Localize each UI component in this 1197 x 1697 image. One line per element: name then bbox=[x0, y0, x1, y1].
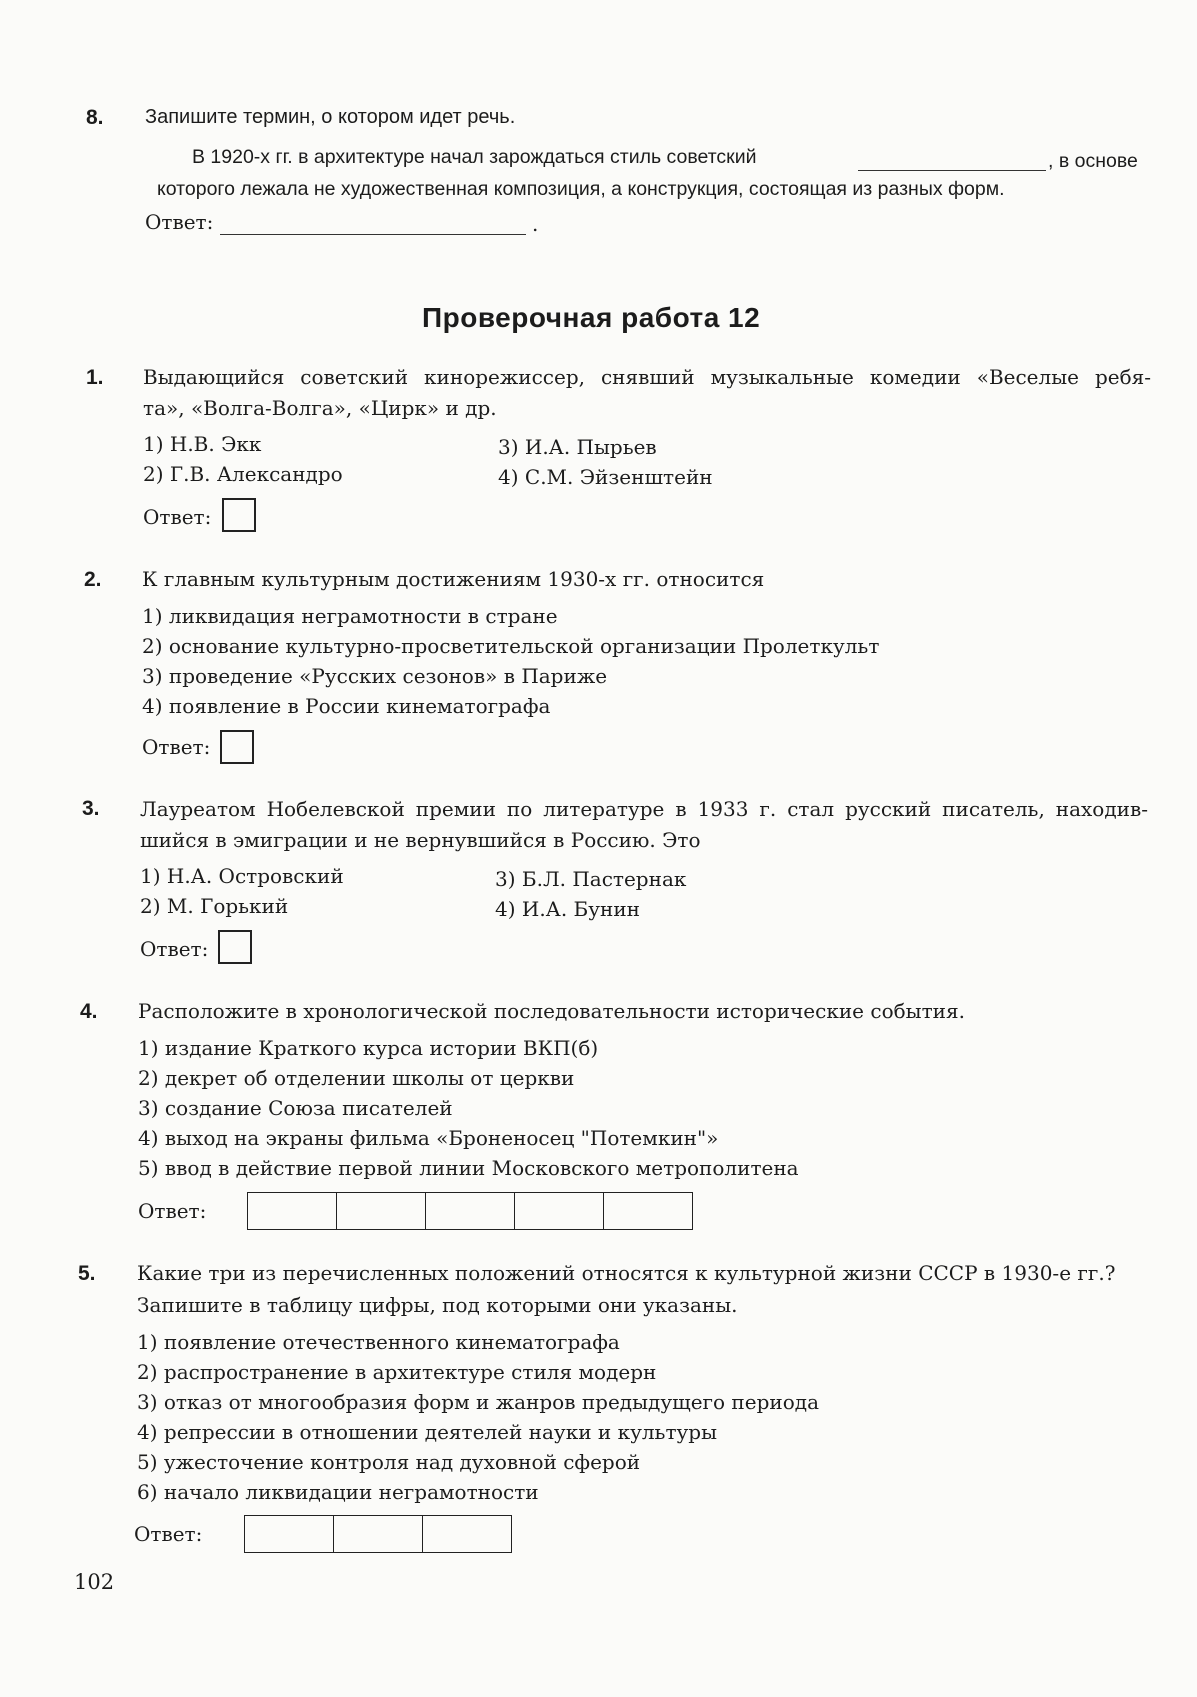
q3-line1 bbox=[140, 794, 1148, 825]
q4-option-4: 4) выход на экраны фильма «Броненосец "Потемкин"» bbox=[138, 1126, 719, 1150]
q8-number: 8. bbox=[86, 106, 104, 129]
q4-line1: Расположите в хронологической последовательности исторические события. bbox=[138, 999, 965, 1023]
q8-answer-label: Ответ: bbox=[145, 210, 214, 234]
q3-line1-text: Лауреатом Нобелевской премии по литературе в 1933 г. стал русский писатель, находив- bbox=[140, 797, 1148, 821]
q3-answer-label: Ответ: bbox=[140, 937, 209, 961]
q5-option-2: 2) распространение в архитектуре стиля модерн bbox=[137, 1360, 657, 1384]
q1-line1 bbox=[143, 362, 1151, 393]
q3-option-3: 3) Б.Л. Пастернак bbox=[495, 867, 687, 891]
q8-answer-end: . bbox=[532, 212, 539, 236]
q1-answer-label: Ответ: bbox=[143, 505, 212, 529]
q3-answer-box[interactable] bbox=[218, 930, 252, 964]
q2-option-3: 3) проведение «Русских сезонов» в Париже bbox=[142, 664, 608, 688]
q5-line1: Какие три из перечисленных положений относятся к культурной жизни СССР в 1930-е гг.? bbox=[137, 1261, 1116, 1285]
q8-inline-blank[interactable] bbox=[858, 170, 1046, 171]
q4-answer-cell[interactable] bbox=[426, 1193, 515, 1229]
q4-answer-cell[interactable] bbox=[248, 1193, 337, 1229]
q3-option-4: 4) И.А. Бунин bbox=[495, 897, 640, 921]
q1-option-2: 2) Г.В. Александро bbox=[143, 462, 343, 486]
q4-answer-cell[interactable] bbox=[604, 1193, 691, 1229]
q8-text-line2: которого лежала не художественная композиция, а конструкция, состоящая из разных форм. bbox=[157, 178, 1005, 200]
q2-option-4: 4) появление в России кинематографа bbox=[142, 694, 551, 718]
q2-number: 2. bbox=[84, 568, 102, 591]
q5-line2: Запишите в таблицу цифры, под которыми они указаны. bbox=[137, 1293, 738, 1317]
q4-answer-label: Ответ: bbox=[138, 1199, 207, 1223]
q2-option-1: 1) ликвидация неграмотности в стране bbox=[142, 604, 558, 628]
q1-line1-text: Выдающийся советский кинорежиссер, снявший музыкальные комедии «Веселые ребя- bbox=[143, 365, 1151, 389]
q4-answer-cell[interactable] bbox=[515, 1193, 604, 1229]
q5-answer-label: Ответ: bbox=[134, 1522, 203, 1546]
q5-answer-table bbox=[244, 1515, 512, 1553]
page-number: 102 bbox=[74, 1570, 115, 1594]
q8-prompt: Запишите термин, о котором идет речь. bbox=[145, 106, 516, 128]
q5-option-3: 3) отказ от многообразия форм и жанров предыдущего периода bbox=[137, 1390, 819, 1414]
q5-option-6: 6) начало ликвидации неграмотности bbox=[137, 1480, 539, 1504]
q5-option-1: 1) появление отечественного кинематографа bbox=[137, 1330, 620, 1354]
q4-option-1: 1) издание Краткого курса истории ВКП(б) bbox=[138, 1036, 599, 1060]
q4-option-3: 3) создание Союза писателей bbox=[138, 1096, 453, 1120]
q3-option-1: 1) Н.А. Островский bbox=[140, 864, 344, 888]
q5-option-5: 5) ужесточение контроля над духовной сферой bbox=[137, 1450, 641, 1474]
q1-option-4: 4) С.М. Эйзенштейн bbox=[498, 465, 713, 489]
q2-line1: К главным культурным достижениям 1930-х гг. относится bbox=[142, 567, 765, 591]
q1-option-1: 1) Н.В. Экк bbox=[143, 432, 262, 456]
q1-number: 1. bbox=[86, 366, 104, 389]
q3-option-2: 2) М. Горький bbox=[140, 894, 289, 918]
q1-option-3: 3) И.А. Пырьев bbox=[498, 435, 657, 459]
q4-option-2: 2) декрет об отделении школы от церкви bbox=[138, 1066, 575, 1090]
q4-number: 4. bbox=[80, 1000, 98, 1023]
q3-line2: шийся в эмиграции и не вернувшийся в Россию. Это bbox=[140, 828, 701, 852]
q1-answer-box[interactable] bbox=[222, 498, 256, 532]
q2-answer-label: Ответ: bbox=[142, 735, 211, 759]
q2-option-2: 2) основание культурно-просветительской организации Пролеткульт bbox=[142, 634, 880, 658]
q2-answer-box[interactable] bbox=[220, 730, 254, 764]
q4-option-5: 5) ввод в действие первой линии Московского метрополитена bbox=[138, 1156, 799, 1180]
q3-number: 3. bbox=[82, 797, 100, 820]
section-title: Проверочная работа 12 bbox=[422, 302, 761, 333]
q4-answer-cell[interactable] bbox=[337, 1193, 426, 1229]
q5-answer-cell[interactable] bbox=[245, 1516, 334, 1552]
q8-text-line1: В 1920-х гг. в архитектуре начал зарождаться стиль советский bbox=[192, 146, 757, 168]
q5-answer-cell[interactable] bbox=[334, 1516, 423, 1552]
q5-number: 5. bbox=[78, 1262, 96, 1285]
q4-answer-table bbox=[247, 1192, 693, 1230]
q1-line2: та», «Волга-Волга», «Цирк» и др. bbox=[143, 396, 497, 420]
q5-option-4: 4) репрессии в отношении деятелей науки и культуры bbox=[137, 1420, 717, 1444]
q5-answer-cell[interactable] bbox=[423, 1516, 510, 1552]
q8-answer-blank[interactable] bbox=[220, 234, 526, 235]
q8-text-line1-end: , в основе bbox=[1048, 150, 1138, 172]
